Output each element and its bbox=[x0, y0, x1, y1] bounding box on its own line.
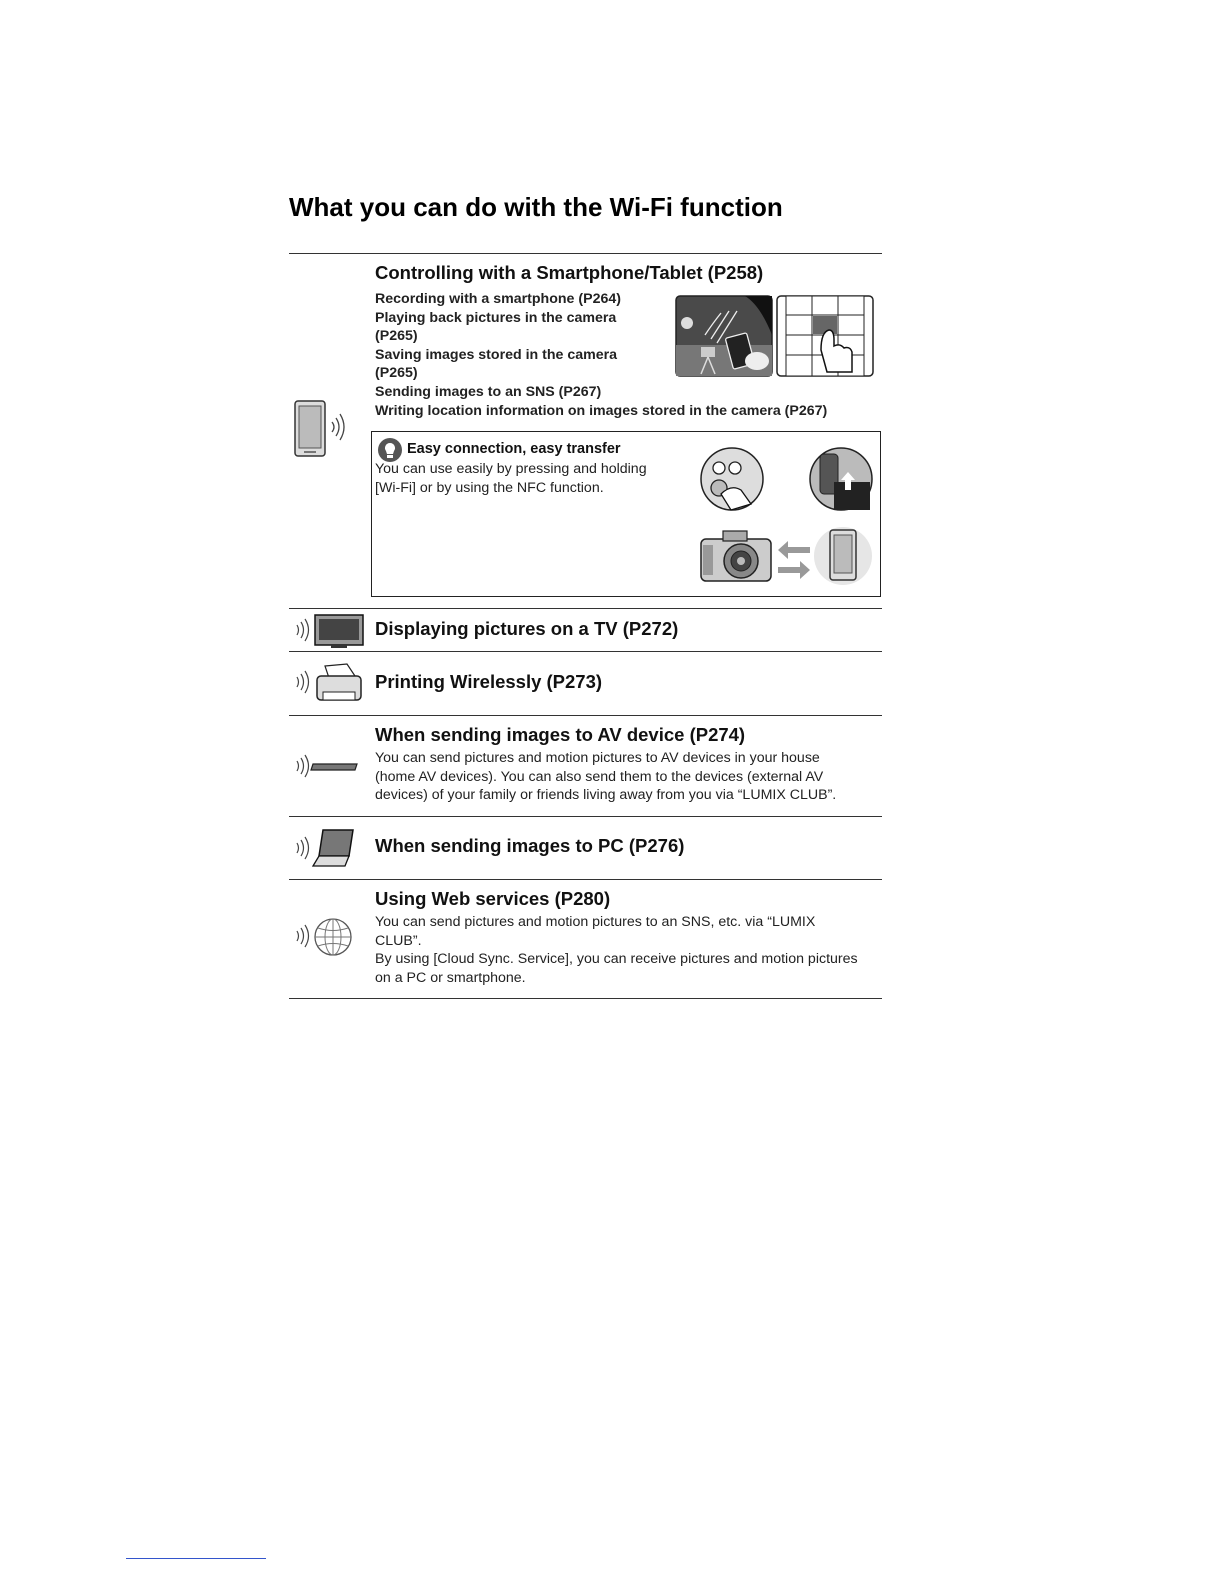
smartphone-icon bbox=[813, 526, 873, 586]
av-device-wifi-icon bbox=[293, 750, 365, 782]
section-divider bbox=[289, 816, 882, 817]
list-item: Recording with a smartphone (P264) bbox=[375, 291, 621, 307]
section-title-printer: Printing Wirelessly (P273) bbox=[375, 671, 603, 692]
text-line: (home AV devices). You can also send them to the devices (external AV bbox=[375, 768, 824, 785]
tip-title: Easy connection, easy transfer bbox=[407, 441, 621, 457]
list-item: Sending images to an SNS (P267) bbox=[375, 384, 602, 400]
web-description bbox=[375, 913, 885, 988]
globe-wifi-icon bbox=[293, 916, 365, 958]
list-item: Saving images stored in the camera bbox=[375, 347, 618, 363]
remote-shooting-illustration bbox=[675, 295, 773, 377]
section-divider bbox=[289, 253, 882, 254]
av-description bbox=[375, 749, 836, 805]
text-line: By using [Cloud Sync. Service], you can receive pictures and motion pictures bbox=[375, 951, 858, 968]
section-title-smartphone: Controlling with a Smartphone/Tablet (P258) bbox=[375, 262, 764, 283]
tip-box bbox=[371, 431, 881, 597]
text-line: on a PC or smartphone. bbox=[375, 970, 526, 987]
tip-line: [Wi-Fi] or by using the NFC function. bbox=[375, 479, 604, 496]
list-item: Writing location information on images stored in the camera (P267) bbox=[375, 403, 828, 419]
camera-icon bbox=[699, 529, 773, 583]
text-line: You can send pictures and motion pictures to an SNS, etc. via “LUMIX bbox=[375, 914, 816, 930]
section-divider bbox=[289, 998, 882, 999]
tv-wifi-icon bbox=[293, 613, 365, 649]
text-line: You can send pictures and motion pictures to AV devices in your house bbox=[375, 750, 820, 766]
laptop-wifi-icon bbox=[293, 828, 365, 868]
section-divider bbox=[289, 651, 882, 652]
list-item: Playing back pictures in the camera bbox=[375, 310, 617, 326]
smartphone-wifi-icon bbox=[292, 398, 348, 458]
nfc-touch-illustration bbox=[808, 446, 874, 512]
list-item: (P265) bbox=[375, 328, 418, 344]
wifi-button-press-illustration bbox=[699, 446, 765, 512]
section-divider bbox=[289, 715, 882, 716]
section-divider bbox=[289, 879, 882, 880]
text-line: CLUB”. bbox=[375, 932, 422, 949]
section-title-web: Using Web services (P280) bbox=[375, 888, 611, 909]
transfer-arrows-icon bbox=[776, 539, 812, 583]
page-title: What you can do with the Wi-Fi function bbox=[289, 192, 783, 222]
playback-touch-illustration bbox=[776, 295, 874, 377]
footer-link-line bbox=[126, 1558, 266, 1559]
tip-line: You can use easily by pressing and holding bbox=[375, 461, 647, 477]
section-title-tv: Displaying pictures on a TV (P272) bbox=[375, 618, 679, 639]
section-title-av: When sending images to AV device (P274) bbox=[375, 724, 746, 745]
section-divider bbox=[289, 608, 882, 609]
tip-text bbox=[375, 460, 675, 497]
section-title-pc: When sending images to PC (P276) bbox=[375, 835, 685, 856]
text-line: devices) of your family or friends living away from you via “LUMIX CLUB”. bbox=[375, 787, 837, 804]
list-item: (P265) bbox=[375, 365, 418, 381]
printer-wifi-icon bbox=[293, 662, 365, 704]
